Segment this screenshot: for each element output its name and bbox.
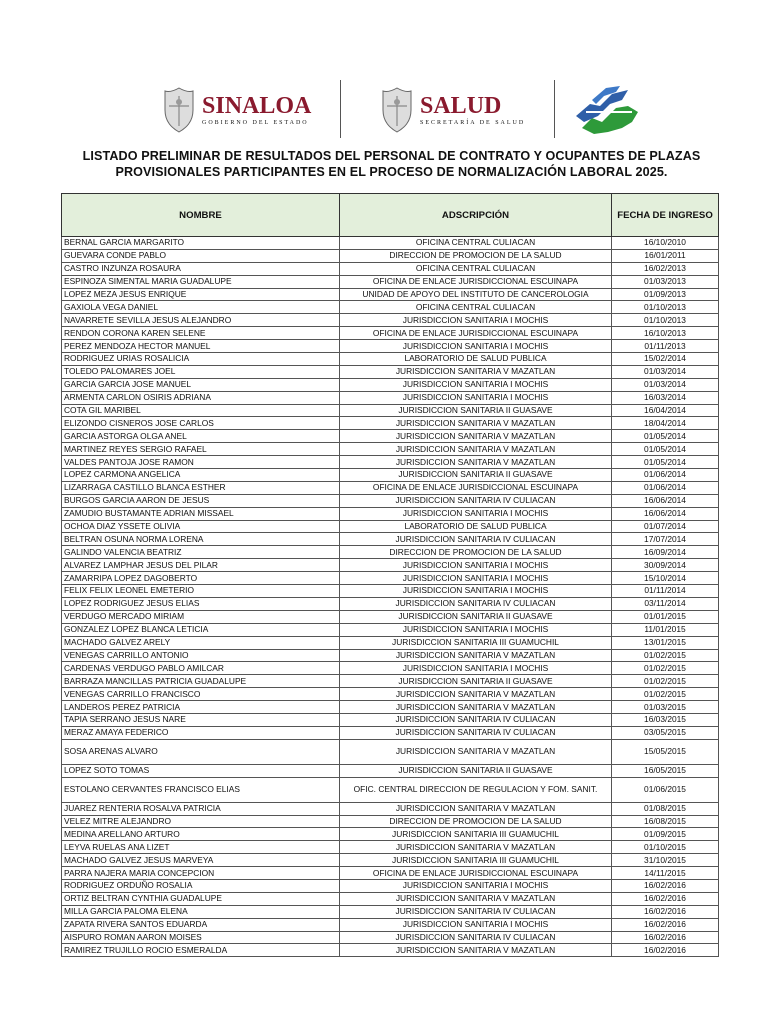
cell-adscripcion: JURISDICCION SANITARIA III GUAMUCHIL — [340, 854, 612, 867]
cell-adscripcion: JURISDICCION SANITARIA V MAZATLAN — [340, 688, 612, 701]
cell-nombre: ALVAREZ LAMPHAR JESUS DEL PILAR — [62, 559, 340, 572]
table-row — [62, 327, 719, 340]
table-row — [62, 301, 719, 314]
table-row — [62, 892, 719, 905]
cell-fecha: 01/10/2015 — [612, 841, 719, 854]
table-row — [62, 623, 719, 636]
cell-fecha: 16/02/2016 — [612, 931, 719, 944]
cell-nombre: FELIX FELIX LEONEL EMETERIO — [62, 585, 340, 598]
cell-nombre: BERNAL GARCIA MARGARITO — [62, 237, 340, 250]
table-row — [62, 365, 719, 378]
table-row — [62, 688, 719, 701]
results-table — [61, 193, 719, 957]
cell-nombre: RENDON CORONA KAREN SELENE — [62, 327, 340, 340]
cell-adscripcion: OFIC. CENTRAL DIRECCION DE REGULACION Y FOM. SANIT. — [340, 777, 612, 802]
cell-nombre: MACHADO GALVEZ JESUS MARVEYA — [62, 854, 340, 867]
cell-fecha: 16/02/2013 — [612, 262, 719, 275]
table-row — [62, 662, 719, 675]
cell-nombre: ELIZONDO CISNEROS JOSE CARLOS — [62, 417, 340, 430]
cell-nombre: LOPEZ CARMONA ANGELICA — [62, 469, 340, 482]
cell-nombre: NAVARRETE SEVILLA JESUS ALEJANDRO — [62, 314, 340, 327]
cell-nombre: LOPEZ RODRIGUEZ JESUS ELIAS — [62, 597, 340, 610]
sinaloa-subtitle: GOBIERNO DEL ESTADO — [202, 120, 309, 126]
cell-adscripcion: JURISDICCION SANITARIA I MOCHIS — [340, 314, 612, 327]
cell-nombre: GUEVARA CONDE PABLO — [62, 249, 340, 262]
table-row — [62, 275, 719, 288]
sinaloa-map-icon — [572, 82, 642, 138]
cell-fecha: 01/02/2015 — [612, 649, 719, 662]
table-row — [62, 649, 719, 662]
cell-adscripcion: DIRECCION DE PROMOCION DE LA SALUD — [340, 815, 612, 828]
cell-fecha: 01/03/2013 — [612, 275, 719, 288]
cell-nombre: ESTOLANO CERVANTES FRANCISCO ELIAS — [62, 777, 340, 802]
table-row — [62, 494, 719, 507]
cell-fecha: 17/07/2014 — [612, 533, 719, 546]
table-row — [62, 237, 719, 250]
cell-adscripcion: JURISDICCION SANITARIA III GUAMUCHIL — [340, 636, 612, 649]
cell-fecha: 01/09/2013 — [612, 288, 719, 301]
table-row — [62, 828, 719, 841]
table-row — [62, 546, 719, 559]
cell-nombre: PEREZ MENDOZA HECTOR MANUEL — [62, 340, 340, 353]
cell-nombre: VERDUGO MERCADO MIRIAM — [62, 610, 340, 623]
cell-nombre: VENEGAS CARRILLO ANTONIO — [62, 649, 340, 662]
cell-adscripcion: JURISDICCION SANITARIA V MAZATLAN — [340, 841, 612, 854]
cell-adscripcion: JURISDICCION SANITARIA I MOCHIS — [340, 879, 612, 892]
table-row — [62, 918, 719, 931]
cell-fecha: 31/10/2015 — [612, 854, 719, 867]
cell-fecha: 18/04/2014 — [612, 417, 719, 430]
document-header — [162, 80, 642, 140]
cell-nombre: LEYVA RUELAS ANA LIZET — [62, 841, 340, 854]
cell-adscripcion: JURISDICCION SANITARIA II GUASAVE — [340, 404, 612, 417]
table-row — [62, 262, 719, 275]
table-row — [62, 430, 719, 443]
cell-adscripcion: DIRECCION DE PROMOCION DE LA SALUD — [340, 546, 612, 559]
cell-adscripcion: OFICINA DE ENLACE JURISDICCIONAL ESCUINAPA — [340, 481, 612, 494]
column-header-adscripcion: ADSCRIPCIÓN — [340, 194, 612, 237]
cell-nombre: RODRIGUEZ ORDUÑO ROSALIA — [62, 879, 340, 892]
cell-fecha: 01/07/2014 — [612, 520, 719, 533]
cell-nombre: ZAMARRIPA LOPEZ DAGOBERTO — [62, 572, 340, 585]
table-row — [62, 417, 719, 430]
cell-adscripcion: JURISDICCION SANITARIA I MOCHIS — [340, 585, 612, 598]
cell-fecha: 01/06/2014 — [612, 481, 719, 494]
table-row — [62, 469, 719, 482]
cell-nombre: COTA GIL MARIBEL — [62, 404, 340, 417]
cell-fecha: 16/02/2016 — [612, 918, 719, 931]
cell-nombre: VALDES PANTOJA JOSE RAMON — [62, 456, 340, 469]
cell-adscripcion: JURISDICCION SANITARIA IV CULIACAN — [340, 494, 612, 507]
table-row — [62, 944, 719, 957]
column-header-nombre: NOMBRE — [62, 194, 340, 237]
table-row — [62, 854, 719, 867]
table-row — [62, 713, 719, 726]
cell-fecha: 11/01/2015 — [612, 623, 719, 636]
cell-adscripcion: JURISDICCION SANITARIA I MOCHIS — [340, 559, 612, 572]
cell-nombre: LANDEROS PEREZ PATRICIA — [62, 701, 340, 714]
cell-fecha: 01/05/2014 — [612, 430, 719, 443]
cell-fecha: 16/05/2015 — [612, 764, 719, 777]
cell-nombre: LOPEZ SOTO TOMAS — [62, 764, 340, 777]
cell-fecha: 01/11/2013 — [612, 340, 719, 353]
cell-adscripcion: JURISDICCION SANITARIA V MAZATLAN — [340, 365, 612, 378]
cell-fecha: 15/02/2014 — [612, 353, 719, 366]
cell-nombre: GAXIOLA VEGA DANIEL — [62, 301, 340, 314]
cell-nombre: VENEGAS CARRILLO FRANCISCO — [62, 688, 340, 701]
table-row — [62, 340, 719, 353]
cell-nombre: LIZARRAGA CASTILLO BLANCA ESTHER — [62, 481, 340, 494]
cell-adscripcion: JURISDICCION SANITARIA V MAZATLAN — [340, 701, 612, 714]
cell-adscripcion: JURISDICCION SANITARIA IV CULIACAN — [340, 931, 612, 944]
cell-adscripcion: JURISDICCION SANITARIA V MAZATLAN — [340, 739, 612, 764]
cell-fecha: 16/02/2016 — [612, 944, 719, 957]
cell-adscripcion: JURISDICCION SANITARIA V MAZATLAN — [340, 944, 612, 957]
cell-fecha: 01/09/2015 — [612, 828, 719, 841]
cell-adscripcion: JURISDICCION SANITARIA I MOCHIS — [340, 918, 612, 931]
cell-nombre: ZAMUDIO BUSTAMANTE ADRIAN MISSAEL — [62, 507, 340, 520]
cell-adscripcion: JURISDICCION SANITARIA IV CULIACAN — [340, 533, 612, 546]
cell-adscripcion: JURISDICCION SANITARIA V MAZATLAN — [340, 802, 612, 815]
cell-nombre: TOLEDO PALOMARES JOEL — [62, 365, 340, 378]
table-row — [62, 520, 719, 533]
cell-adscripcion: OFICINA CENTRAL CULIACAN — [340, 301, 612, 314]
cell-nombre: MERAZ AMAYA FEDERICO — [62, 726, 340, 739]
cell-fecha: 16/02/2016 — [612, 905, 719, 918]
cell-fecha: 14/11/2015 — [612, 867, 719, 880]
cell-adscripcion: JURISDICCION SANITARIA V MAZATLAN — [340, 892, 612, 905]
cell-nombre: PARRA NAJERA MARIA CONCEPCION — [62, 867, 340, 880]
cell-adscripcion: JURISDICCION SANITARIA I MOCHIS — [340, 572, 612, 585]
cell-nombre: BELTRAN OSUNA NORMA LORENA — [62, 533, 340, 546]
salud-logo — [380, 80, 525, 140]
cell-fecha: 16/02/2016 — [612, 892, 719, 905]
table-row — [62, 288, 719, 301]
cell-fecha: 03/11/2014 — [612, 597, 719, 610]
salud-subtitle: SECRETARÍA DE SALUD — [420, 120, 526, 126]
cell-fecha: 16/02/2016 — [612, 879, 719, 892]
title-line-1: LISTADO PRELIMINAR DE RESULTADOS DEL PERSONAL DE CONTRATO Y OCUPANTES DE PLAZAS — [82, 149, 701, 163]
cell-fecha: 01/11/2014 — [612, 585, 719, 598]
cell-fecha: 16/10/2013 — [612, 327, 719, 340]
cell-adscripcion: JURISDICCION SANITARIA V MAZATLAN — [340, 443, 612, 456]
table-row — [62, 585, 719, 598]
cell-fecha: 16/03/2014 — [612, 391, 719, 404]
table-row — [62, 572, 719, 585]
title-line-2: PROVISIONALES PARTICIPANTES EN EL PROCESO DE NORMALIZACIÓN LABORAL 2025. — [115, 165, 668, 179]
cell-nombre: CARDENAS VERDUGO PABLO AMILCAR — [62, 662, 340, 675]
table-row — [62, 610, 719, 623]
cell-adscripcion: OFICINA CENTRAL CULIACAN — [340, 262, 612, 275]
cell-adscripcion: JURISDICCION SANITARIA I MOCHIS — [340, 340, 612, 353]
cell-adscripcion: DIRECCION DE PROMOCION DE LA SALUD — [340, 249, 612, 262]
cell-adscripcion: LABORATORIO DE SALUD PUBLICA — [340, 353, 612, 366]
table-row — [62, 481, 719, 494]
cell-nombre: RAMIREZ TRUJILLO ROCIO ESMERALDA — [62, 944, 340, 957]
cell-nombre: OCHOA DIAZ YSSETE OLIVIA — [62, 520, 340, 533]
table-row — [62, 404, 719, 417]
cell-adscripcion: JURISDICCION SANITARIA V MAZATLAN — [340, 430, 612, 443]
cell-nombre: GONZALEZ LOPEZ BLANCA LETICIA — [62, 623, 340, 636]
cell-adscripcion: JURISDICCION SANITARIA V MAZATLAN — [340, 417, 612, 430]
cell-fecha: 16/03/2015 — [612, 713, 719, 726]
cell-fecha: 13/01/2015 — [612, 636, 719, 649]
cell-nombre: MILLA GARCIA PALOMA ELENA — [62, 905, 340, 918]
table-row — [62, 559, 719, 572]
cell-fecha: 01/01/2015 — [612, 610, 719, 623]
table-row — [62, 533, 719, 546]
cell-fecha: 01/08/2015 — [612, 802, 719, 815]
cell-nombre: VELEZ MITRE ALEJANDRO — [62, 815, 340, 828]
table-header-row — [62, 194, 719, 237]
cell-fecha: 01/06/2014 — [612, 469, 719, 482]
table-row — [62, 443, 719, 456]
cell-adscripcion: OFICINA DE ENLACE JURISDICCIONAL ESCUINAPA — [340, 275, 612, 288]
cell-adscripcion: JURISDICCION SANITARIA II GUASAVE — [340, 764, 612, 777]
cell-fecha: 16/10/2010 — [612, 237, 719, 250]
cell-fecha: 16/08/2015 — [612, 815, 719, 828]
sinaloa-logo — [162, 80, 311, 140]
cell-nombre: BURGOS GARCIA AARON DE JESUS — [62, 494, 340, 507]
cell-adscripcion: OFICINA CENTRAL CULIACAN — [340, 237, 612, 250]
table-row — [62, 841, 719, 854]
cell-nombre: GARCIA ASTORGA OLGA ANEL — [62, 430, 340, 443]
cell-adscripcion: JURISDICCION SANITARIA I MOCHIS — [340, 662, 612, 675]
cell-adscripcion: JURISDICCION SANITARIA II GUASAVE — [340, 610, 612, 623]
table-row — [62, 764, 719, 777]
cell-fecha: 16/04/2014 — [612, 404, 719, 417]
table-row — [62, 739, 719, 764]
cell-fecha: 03/05/2015 — [612, 726, 719, 739]
cell-adscripcion: JURISDICCION SANITARIA IV CULIACAN — [340, 713, 612, 726]
cell-fecha: 01/05/2014 — [612, 456, 719, 469]
table-body — [62, 237, 719, 957]
table-row — [62, 249, 719, 262]
cell-adscripcion: UNIDAD DE APOYO DEL INSTITUTO DE CANCEROLOGIA — [340, 288, 612, 301]
cell-nombre: TAPIA SERRANO JESUS NARE — [62, 713, 340, 726]
document-title — [60, 148, 723, 180]
cell-adscripcion: LABORATORIO DE SALUD PUBLICA — [340, 520, 612, 533]
table-row — [62, 726, 719, 739]
cell-fecha: 01/02/2015 — [612, 688, 719, 701]
cell-fecha: 01/03/2014 — [612, 365, 719, 378]
table-row — [62, 597, 719, 610]
cell-fecha: 30/09/2014 — [612, 559, 719, 572]
cell-fecha: 15/05/2015 — [612, 739, 719, 764]
cell-nombre: MARTINEZ REYES SERGIO RAFAEL — [62, 443, 340, 456]
table-row — [62, 378, 719, 391]
salud-wordmark: SALUD — [420, 93, 502, 119]
cell-nombre: GALINDO VALENCIA BEATRIZ — [62, 546, 340, 559]
cell-adscripcion: JURISDICCION SANITARIA I MOCHIS — [340, 378, 612, 391]
cell-nombre: ESPINOZA SIMENTAL MARIA GUADALUPE — [62, 275, 340, 288]
cell-adscripcion: JURISDICCION SANITARIA IV CULIACAN — [340, 905, 612, 918]
table-row — [62, 314, 719, 327]
cell-adscripcion: JURISDICCION SANITARIA III GUAMUCHIL — [340, 828, 612, 841]
table-row — [62, 456, 719, 469]
table-row — [62, 391, 719, 404]
department-logo — [572, 80, 642, 140]
logo-divider — [554, 80, 555, 138]
cell-nombre: SOSA ARENAS ALVARO — [62, 739, 340, 764]
table-row — [62, 802, 719, 815]
cell-nombre: ZAPATA RIVERA SANTOS EDUARDA — [62, 918, 340, 931]
cell-fecha: 01/03/2014 — [612, 378, 719, 391]
table-row — [62, 867, 719, 880]
cell-nombre: ARMENTA CARLON OSIRIS ADRIANA — [62, 391, 340, 404]
cell-nombre: AISPURO ROMAN AARON MOISES — [62, 931, 340, 944]
cell-adscripcion: JURISDICCION SANITARIA IV CULIACAN — [340, 726, 612, 739]
cell-nombre: GARCIA GARCIA JOSE MANUEL — [62, 378, 340, 391]
cell-fecha: 15/10/2014 — [612, 572, 719, 585]
cell-nombre: ORTIZ BELTRAN CYNTHIA GUADALUPE — [62, 892, 340, 905]
table-row — [62, 879, 719, 892]
cell-fecha: 01/10/2013 — [612, 301, 719, 314]
cell-fecha: 01/10/2013 — [612, 314, 719, 327]
cell-fecha: 16/06/2014 — [612, 494, 719, 507]
table-row — [62, 815, 719, 828]
cell-nombre: CASTRO INZUNZA ROSAURA — [62, 262, 340, 275]
cell-fecha: 01/05/2014 — [612, 443, 719, 456]
logo-divider — [340, 80, 341, 138]
table-row — [62, 701, 719, 714]
table-row — [62, 905, 719, 918]
table-row — [62, 931, 719, 944]
cell-adscripcion: JURISDICCION SANITARIA II GUASAVE — [340, 675, 612, 688]
cell-fecha: 16/06/2014 — [612, 507, 719, 520]
table-row — [62, 507, 719, 520]
table-row — [62, 777, 719, 802]
cell-adscripcion: JURISDICCION SANITARIA II GUASAVE — [340, 469, 612, 482]
cell-fecha: 01/02/2015 — [612, 675, 719, 688]
state-seal-icon — [162, 86, 196, 134]
cell-nombre: LOPEZ MEZA JESUS ENRIQUE — [62, 288, 340, 301]
cell-nombre: RODRIGUEZ URIAS ROSALICIA — [62, 353, 340, 366]
cell-nombre: MACHADO GALVEZ ARELY — [62, 636, 340, 649]
cell-adscripcion: OFICINA DE ENLACE JURISDICCIONAL ESCUINAPA — [340, 327, 612, 340]
cell-fecha: 01/03/2015 — [612, 701, 719, 714]
sinaloa-wordmark: SINALOA — [202, 93, 312, 119]
cell-fecha: 01/02/2015 — [612, 662, 719, 675]
cell-adscripcion: JURISDICCION SANITARIA I MOCHIS — [340, 623, 612, 636]
cell-adscripcion: JURISDICCION SANITARIA I MOCHIS — [340, 391, 612, 404]
table-row — [62, 675, 719, 688]
cell-adscripcion: JURISDICCION SANITARIA V MAZATLAN — [340, 456, 612, 469]
cell-adscripcion: JURISDICCION SANITARIA V MAZATLAN — [340, 649, 612, 662]
cell-fecha: 16/01/2011 — [612, 249, 719, 262]
cell-nombre: BARRAZA MANCILLAS PATRICIA GUADALUPE — [62, 675, 340, 688]
cell-adscripcion: OFICINA DE ENLACE JURISDICCIONAL ESCUINAPA — [340, 867, 612, 880]
cell-adscripcion: JURISDICCION SANITARIA IV CULIACAN — [340, 597, 612, 610]
table-row — [62, 353, 719, 366]
cell-nombre: MEDINA ARELLANO ARTURO — [62, 828, 340, 841]
cell-fecha: 16/09/2014 — [612, 546, 719, 559]
table-row — [62, 636, 719, 649]
salud-seal-icon — [380, 86, 414, 134]
column-header-fecha: FECHA DE INGRESO — [612, 194, 719, 237]
cell-adscripcion: JURISDICCION SANITARIA I MOCHIS — [340, 507, 612, 520]
cell-fecha: 01/06/2015 — [612, 777, 719, 802]
cell-nombre: JUAREZ RENTERIA ROSALVA PATRICIA — [62, 802, 340, 815]
